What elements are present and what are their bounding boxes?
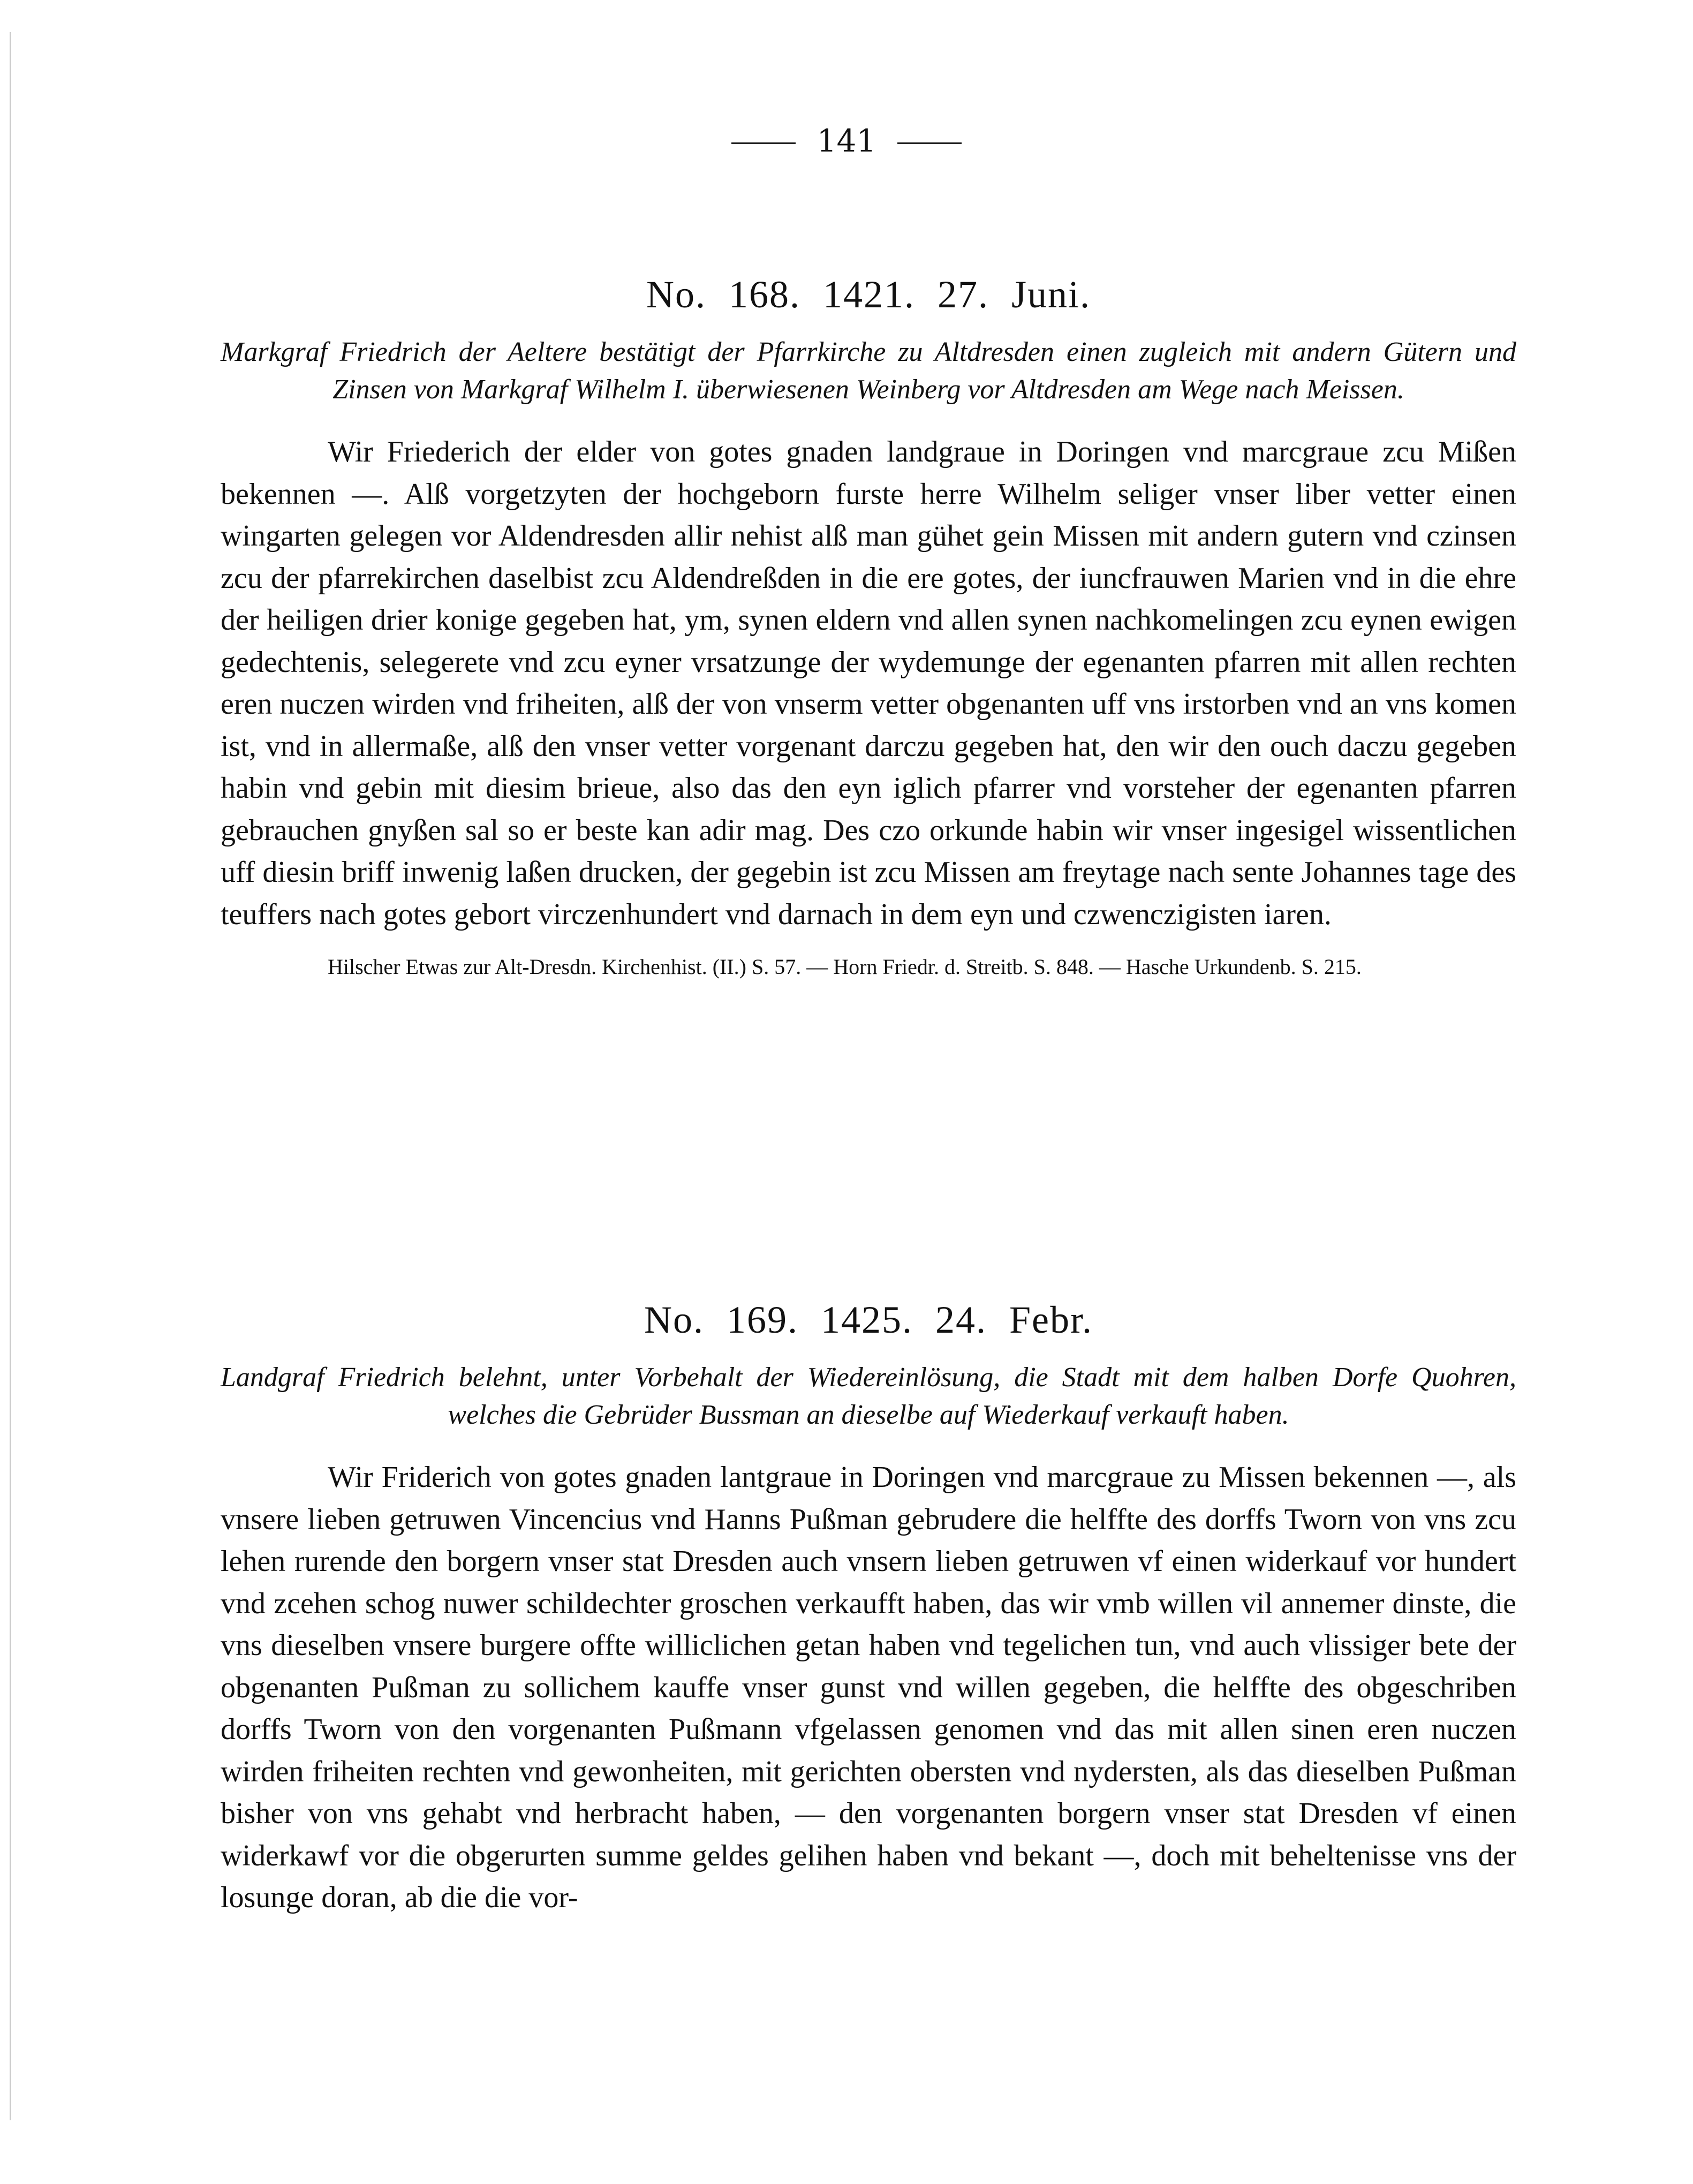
page-edge-shadow bbox=[10, 32, 11, 2120]
document-body: Wir Friderich von gotes gnaden lantgraue in Doringen vnd marcgraue zu Missen bekennen —, als vnsere lieben getruwen Vincencius vnd Hanns Pußman gebrudere die helffte des dorffs Tworn von vns zcu lehen rurende den borgern vnser stat Dresden auch vnsern lieben getruwen vf einen widerkauf vor hundert vnd zcehen schog nuwer schildechter groschen verkaufft haben, das wir vmb willen vil annemer dinste, die vns dieselben vnsere burgere offte williclichen getan haben vnd tegelichen tun, vnd auch vlissiger bete der obgenanten Pußman zu sollichem kauffe vnser gunst vnd willen gegeben, die helffte des obgeschriben dorffs Tworn von den vorgenanten Pußmann vfgelassen genomen vnd das mit allen sinen eren nuczen wirden friheiten rechten vnd gewonheiten, mit gerichten obersten vnd nydersten, als das dieselben Pußman bisher von vns gehabt vnd herbracht haben, — den vorgenanten borgern vnser stat Dresden vf einen widerkawf vor die obgerurten summe geldes gelihen haben vnd bekant —, doch mit beheltenisse vns der losunge doran, ab die die vor- bbox=[221, 1461, 1516, 1914]
document-summary: Landgraf Friedrich belehnt, unter Vorbehalt der Wiedereinlösung, die Stadt mit dem halben Dorfe Quohren, welches die Gebrüder Bussman an dieselbe auf Wiederkauf verkauft haben. bbox=[221, 1362, 1516, 1430]
page-header bbox=[0, 122, 1693, 160]
page-number: 141 bbox=[817, 123, 876, 159]
header-rule-left bbox=[731, 142, 796, 144]
document-168 bbox=[221, 270, 1516, 983]
document-169 bbox=[221, 1296, 1516, 1919]
document-body: Wir Friederich der elder von gotes gnaden landgraue in Doringen vnd marcgraue zcu Mißen bekennen —. Alß vorgetzyten der hochgeborn furste herre Wilhelm seliger vnser liber vetter einen wingarten gelegen vor Aldendresden allir nehist alß man gühet gein Missen mit andern gutern vnd czinsen zcu der pfarrekirchen daselbist zcu Aldendreßden in die ere gotes, der iuncfrauwen Marien vnd in die ehre der heiligen drier konige gegeben hat, ym, synen eldern vnd allen synen nachkomelingen zcu eynen ewigen gedechtenis, selegerete vnd zcu eyner vrsatzunge der wydemunge der egenanten pfarren mit allen rechten eren nuczen wirden vnd friheiten, alß der von vnserm vetter obgenanten uff vns irstorben vnd an vns komen ist, vnd in allermaße, alß den vnser vetter vorgenant darczu gegeben hat, den wir den ouch daczu gegeben habin vnd gebin mit diesim brieue, also das den eyn iglich pfarrer vnd vorsteher der egenanten pfarren gebrauchen gnyßen sal so er beste kan adir mag. Des czo orkunde habin wir vnser ingesigel wissentlichen uff diesin briff inwenig laßen drucken, der gegebin ist zcu Missen am freytage nach sente Johannes tage des teuffers nach gotes gebort virczenhundert vnd darnach in dem eyn und czwenczigisten iaren. bbox=[221, 435, 1516, 931]
header-rule-right bbox=[897, 142, 962, 144]
document-source: Hilscher Etwas zur Alt-Dresdn. Kirchenhist. (II.) S. 57. — Horn Friedr. d. Streitb. S. 848. — Hasche Urkundenb. S. 215. bbox=[328, 955, 1362, 979]
document-heading: No. 168. 1421. 27. Juni. bbox=[646, 273, 1091, 316]
document-heading: No. 169. 1425. 24. Febr. bbox=[644, 1298, 1093, 1341]
document-summary: Markgraf Friedrich der Aeltere bestätigt der Pfarrkirche zu Altdresden einen zugleich mit andern Gütern und Zinsen von Markgraf Wilhelm I. überwiesenen Weinberg vor Altdresden am Wege nach Meissen. bbox=[221, 337, 1516, 405]
